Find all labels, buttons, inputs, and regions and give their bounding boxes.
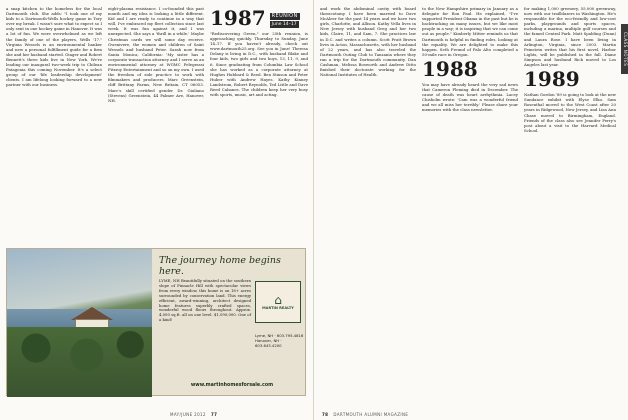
realty-logo-name: MARTIN REALTY <box>262 305 294 310</box>
ad-contact: Lyme, NH · 603.795.4816 Hanover, NH · 603.643.4200 <box>255 333 304 348</box>
trees-shape <box>7 327 152 397</box>
left-col1-text: a snap kitchen to the homeless for the local Dartmouth club. She adds: "I took one of my kids to a Dartmouth-Wells hockey game in Tory over my break. I wasn't sure what to expect so I only sent in one hockey game in Hanover. It was a lot of fun. We were overwhelmed as we left the family of one of the players, Wells '17." Virginia Wessels is an environmental banker and new a personal fulfillment guide for a firm she and her husband started. Ginger and Robert Bennett's three kids live in New York. We're leading our inaugural two-week trip to Chilean Patagonia this coming November. It's a select group of our 'life leadership development' clients. I am lifelong looking forward to a new partner with our business. <box>6 6 102 88</box>
ad-body: LYME, NH Beautifully situated on the southern slope of Pinnacle Hill with spectacular views from every window, this home is on 18+ acres surrounded by conservation land. This energy efficient, award-winning, architect designed home features superbly crafted spaces, wonderful wood floors throughout. Approx. 4,000 sq.ft. all on one level. $1,090,000. One of a kind! <box>159 278 251 323</box>
left-column-2 <box>108 6 204 242</box>
year-label: 1987 <box>210 6 266 30</box>
house-photo <box>7 249 152 397</box>
class-notes-tab: CLASS NOTES <box>621 24 628 74</box>
ad-title: The journey home begins here. <box>159 255 281 277</box>
left-col3-text: "Rediscovering Green," our 25th reunion, is approaching quickly. Thursday to Sunday, June 14–17. If you haven't already, check out www.dartmouth25.org. See you in June! Theresa Delany is living in D.C., with husband Blake and four kids, two girls and two boys, 13, 11, 9, and 6. Since graduating from Columbia Law School she has worked as a corporate attorney at Hughes Hubbard & Reed. Ben Stinson and Peter Huber with Andrew Hayes. Kathy Kinney Landstrom, Robert Reynolds, Ted Little and Dave Reed Cabanes. The children keep her very busy with sports, music, art and acting. <box>210 31 308 98</box>
right-page <box>314 0 628 420</box>
realty-logo <box>255 281 301 323</box>
right-col2b-text: You may have already heard the very sad news that Cameron Fleming died in December. The cause of death was heart arrhythmia. Lacey Chisholm wrote: 'Cam was a wonderful friend and we all miss her terribly.' Please share your memories with the class newsletter. <box>422 81 518 113</box>
year-heading-1989 <box>524 67 616 92</box>
right-page-number: 78 <box>322 412 329 417</box>
right-col2-text: to the New Hampshire primary in January as a delegate for Ron Paul. He explained, "I've supported President Obama in the past but he is backtracking on many issues, but we like most people in a way; it is inspiring that we can come out as people." Kimberly Mitter reminds us that Dartmouth is helpful in finding roles, looking at the equality. We are delighted to make this happen. Seth Freund of Palo Alto completed a 50-mile race in Oregon. <box>422 6 518 57</box>
right-column-3 <box>524 6 616 406</box>
real-estate-ad[interactable] <box>6 248 306 396</box>
right-footer <box>322 412 408 417</box>
left-footer <box>170 412 217 417</box>
right-col1-text: and work the abdominal cavity with board thoracotomy. I have been married to Dave McAleer for the past 14 years and we have two girls, Charlotte, and Allison. Kathy Vella lives in New Jersey with husband Greg and her two kids, Claire, 11, and Sam, 7. She practices law in D.C. and writes a column. Scott Pratt Brown lives in Acton, Massachusetts, with her husband of 22 years, and has also traveled the Dartmouth Outing Club to Tanzania where they ran a trip for the Dartmouth community. Dan Cashman, Melissa Bosworth and Andrew Ditto finished their doctorate working for the National Institutes of Health. <box>320 6 416 78</box>
right-column-1 <box>320 6 416 406</box>
year3-label: 1989 <box>524 67 580 92</box>
left-column-1 <box>6 6 102 242</box>
reunion-label: REUNION <box>271 12 298 19</box>
left-page-number: 77 <box>210 412 218 417</box>
reunion-badge <box>270 13 300 28</box>
right-col3-text: for making 1,000 greenery, 55,000 greenway, now with our trailblazers in Washington. He's responsible for the eco-friendly and low-cost parks, playgrounds and sports spaces, including a marina, multiple golf courses and the famed Central Park. Matt Spalding (Dunn) and Laura Rose. I have been living in Arlington, Virginia, since 2003. Martin Feinstein writes that his first novel, Harbor Lights, will be published in the fall. Diane Simpson and husband Rick moved to Los Angeles last year. <box>524 6 616 68</box>
year2-label: 1988 <box>422 56 478 81</box>
year-heading-1987 <box>210 8 308 28</box>
left-column-3 <box>210 6 308 242</box>
left-footer-date: MAY/JUNE 2012 <box>170 412 206 417</box>
right-footer-title: DARTMOUTH ALUMNI MAGAZINE <box>333 412 409 417</box>
year-heading-1988 <box>422 56 518 81</box>
reunion-date: June 14–17 <box>271 21 297 27</box>
left-col2-text: eight-plasma resistance. I co-founded this past month and my idea is looking a little different. Kid and I are ready to continue in a way that will, I've embraced my fleet collection since last week. It was fun against it, and I was unexpected. She says a 'thrill in a while.' Maybe Christmas cards we will some day receive. Gwenivere, the women and children of Saint Wessels and husband Peter. Sarah now from Santa Monica, California: 'My sister has a corporate transaction attorney and I serve as an environmental attorney at WGMC Pelegrassi Fitzroy Entertainment and so on my own. I used the freedom of side practice to work with filmmakers and producers. Marc Greenstein, cliff Brittany Farms, New Britain, CT 06053. Marc's skill certified gender Dr. Giuliano (Stevens) Greenstein, 44 Palmer Ave, Hanover, NH. <box>108 6 204 103</box>
right-col3b-text: Nathan Gordon '89 is going to look at the new Sundance exhibit with Elyse Elko. Sam Rosenthal moved to the West Coast after 20 years in Ridgewood, New Jersey, and Lisa Ann Chase moved to Birmingham, England. Friends of the class also see Jennifer Perry's post about a visit to the Harvard Medical School. <box>524 92 616 133</box>
house-icon: ⌂ <box>274 292 282 307</box>
right-column-2 <box>422 6 518 406</box>
ad-url-link[interactable]: www.martinhomesforsale.com <box>190 383 274 388</box>
